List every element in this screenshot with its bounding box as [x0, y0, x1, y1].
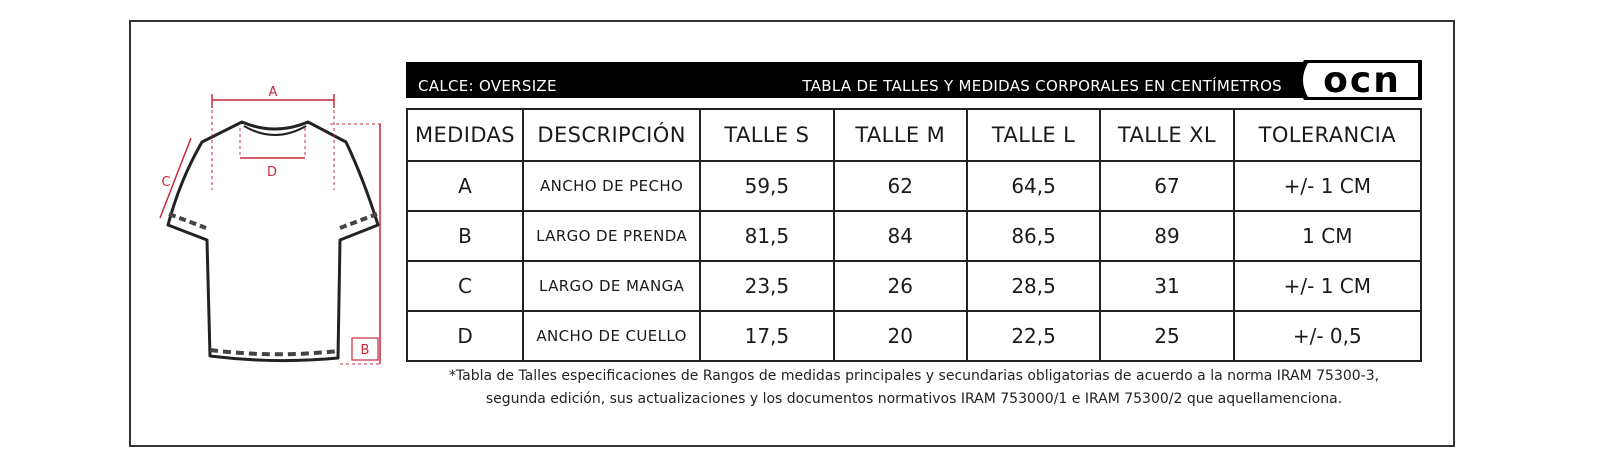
cell-tolerancia: +/- 0,5	[1234, 311, 1421, 361]
cell-m: 84	[834, 211, 967, 261]
cell-l: 64,5	[967, 161, 1100, 211]
table-title: TABLA DE TALLES Y MEDIDAS CORPORALES EN CENTÍMETROS	[802, 77, 1282, 95]
cell-m: 20	[834, 311, 967, 361]
label-a: A	[268, 85, 278, 100]
cell-descripcion: ANCHO DE CUELLO	[523, 311, 700, 361]
cell-s: 81,5	[700, 211, 833, 261]
table-header-row	[407, 109, 1421, 161]
hem-bottom	[210, 350, 338, 354]
cell-descripcion: LARGO DE PRENDA	[523, 211, 700, 261]
hem-left-sleeve	[169, 214, 206, 228]
cell-l: 28,5	[967, 261, 1100, 311]
tshirt-diagram	[150, 80, 400, 380]
cell-m: 26	[834, 261, 967, 311]
header-bar	[406, 62, 1422, 98]
size-table	[406, 108, 1422, 362]
table-row	[407, 211, 1421, 261]
hem-right-sleeve	[340, 214, 377, 228]
cell-xl: 31	[1100, 261, 1233, 311]
header-talle-l: TALLE L	[967, 109, 1100, 161]
cell-tolerancia: 1 CM	[1234, 211, 1421, 261]
header-descripcion: DESCRIPCIÓN	[523, 109, 700, 161]
cell-descripcion: LARGO DE MANGA	[523, 261, 700, 311]
cell-xl: 25	[1100, 311, 1233, 361]
cell-tolerancia: +/- 1 CM	[1234, 261, 1421, 311]
cell-l: 22,5	[967, 311, 1100, 361]
footnote	[406, 365, 1422, 411]
header-talle-xl: TALLE XL	[1100, 109, 1233, 161]
label-c: C	[161, 175, 171, 190]
cell-s: 59,5	[700, 161, 833, 211]
cell-descripcion: ANCHO DE PECHO	[523, 161, 700, 211]
cell-medida: D	[407, 311, 523, 361]
cell-medida: C	[407, 261, 523, 311]
table-row	[407, 261, 1421, 311]
ocn-logo	[1294, 60, 1422, 100]
cell-m: 62	[834, 161, 967, 211]
label-b: B	[360, 343, 370, 358]
header-medidas: MEDIDAS	[407, 109, 523, 161]
footnote-line-2: segunda edición, sus actualizaciones y los documentos normativos IRAM 753000/1 e IRAM 75300/2 que aquellamenciona.	[485, 391, 1343, 407]
logo-text: ocn	[1323, 60, 1401, 100]
header-tolerancia: TOLERANCIA	[1234, 109, 1421, 161]
header-talle-m: TALLE M	[834, 109, 967, 161]
cell-s: 17,5	[700, 311, 833, 361]
fit-label: CALCE: OVERSIZE	[418, 77, 557, 95]
label-d: D	[266, 165, 278, 180]
header-talle-s: TALLE S	[700, 109, 833, 161]
cell-medida: A	[407, 161, 523, 211]
footnote-line-1: *Tabla de Talles especificaciones de Rangos de medidas principales y secundarias obligatorias de acuerdo a la norma IRAM 75300-3,	[448, 368, 1380, 384]
table-row	[407, 161, 1421, 211]
cell-xl: 67	[1100, 161, 1233, 211]
cell-xl: 89	[1100, 211, 1233, 261]
table-row	[407, 311, 1421, 361]
cell-s: 23,5	[700, 261, 833, 311]
cell-l: 86,5	[967, 211, 1100, 261]
cell-medida: B	[407, 211, 523, 261]
cell-tolerancia: +/- 1 CM	[1234, 161, 1421, 211]
